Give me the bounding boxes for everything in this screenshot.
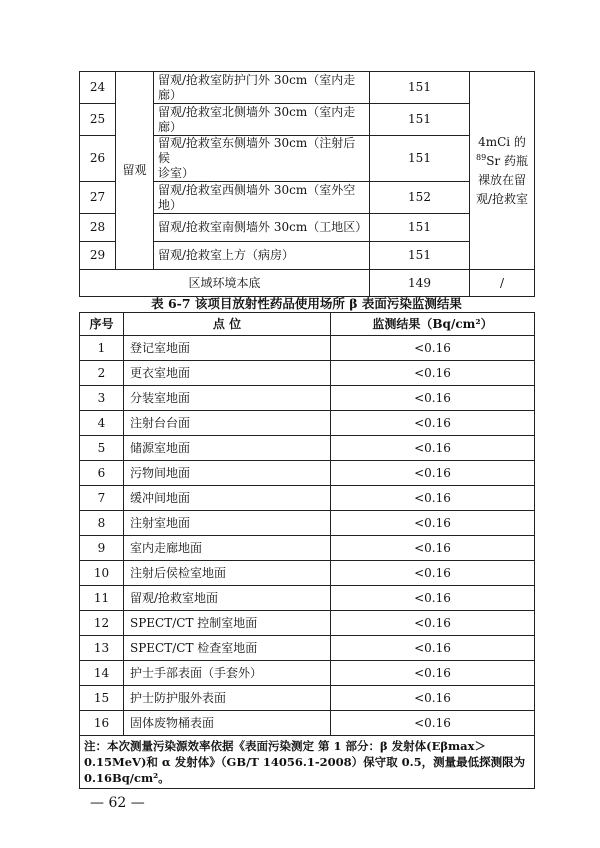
row-number: 3 [80,386,124,411]
value-cell: 151 [370,242,470,270]
value-cell: 152 [370,182,470,214]
note-text: Sr 药瓶 [486,153,528,168]
background-label: 区域环境本底 [80,270,370,297]
location-cell: 储源室地面 [124,436,331,461]
surface-contamination-table [79,312,535,789]
row-number: 25 [80,104,116,136]
location-cell: 分装室地面 [124,386,331,411]
result-cell: <0.16 [331,711,535,736]
row-number: 26 [80,136,116,182]
location-cell: 留观/抢救室南侧墙外 30cm（工地区） [154,214,370,242]
row-number: 13 [80,636,124,661]
location-line2: 地） [158,197,183,212]
table-row [80,586,535,611]
location-cell: 护士手部表面（手套外） [124,661,331,686]
value-cell: 151 [370,72,470,104]
result-cell: <0.16 [331,461,535,486]
location-cell: 缓冲间地面 [124,486,331,511]
background-note: / [470,270,535,297]
location-cell: 留观/抢救室地面 [124,586,331,611]
header-number: 序号 [80,313,124,336]
row-number: 5 [80,436,124,461]
location-cell: SPECT/CT 检查室地面 [124,636,331,661]
row-number: 7 [80,486,124,511]
location-cell: 注射后侯检室地面 [124,561,331,586]
row-number: 16 [80,711,124,736]
row-number: 12 [80,611,124,636]
location-cell: 留观/抢救室上方（病房） [154,242,370,270]
note-superscript: 89 [476,152,487,162]
location-cell: 室内走廊地面 [124,536,331,561]
location-line1: 留观/抢救室东侧墙外 30cm（注射后候 [158,136,356,165]
background-row [80,270,535,297]
row-number: 6 [80,461,124,486]
result-cell: <0.16 [331,436,535,461]
header-location: 点 位 [124,313,331,336]
row-number: 27 [80,182,116,214]
row-number: 15 [80,686,124,711]
row-number: 11 [80,586,124,611]
note-line: 裸放在留 [477,172,526,187]
location-cell: SPECT/CT 控制室地面 [124,611,331,636]
value-cell: 151 [370,104,470,136]
table-row [80,536,535,561]
location-cell: 护士防护服外表面 [124,686,331,711]
table-row [80,461,535,486]
value-cell: 151 [370,214,470,242]
result-cell: <0.16 [331,536,535,561]
table-row [80,686,535,711]
result-cell: <0.16 [331,511,535,536]
result-cell: <0.16 [331,386,535,411]
table-row [80,511,535,536]
row-number: 24 [80,72,116,104]
table-row [80,361,535,386]
location-cell: 注射台台面 [124,411,331,436]
location-line1: 留观/抢救室西侧墙外 30cm（室外空 [158,182,356,197]
note-line: 4mCi 的 [478,134,526,149]
group-label: 留观 [116,72,154,270]
result-cell: <0.16 [331,361,535,386]
note-line [474,152,530,171]
row-number: 9 [80,536,124,561]
result-cell: <0.16 [331,611,535,636]
result-cell: <0.16 [331,686,535,711]
table-row [80,72,535,104]
result-cell: <0.16 [331,411,535,436]
location-cell: 登记室地面 [124,336,331,361]
row-number: 14 [80,661,124,686]
header-result: 监测结果（Bq/cm²） [331,313,535,336]
location-cell [154,182,370,214]
location-cell: 注射室地面 [124,511,331,536]
table-row [80,336,535,361]
result-cell: <0.16 [331,586,535,611]
result-cell: <0.16 [331,486,535,511]
table-row [80,561,535,586]
result-cell: <0.16 [331,661,535,686]
footnote: 注：本次测量污染源效率依据《表面污染测定 第 1 部分：β 发射体(Eβmax＞0.15MeV)和 α 发射体》（GB/T 14056.1-2008）保守取 0.5，测量最低探测限为 0.16Bq/cm²。 [80,736,535,789]
dose-rate-table-continued [79,71,535,297]
table-row [80,486,535,511]
location-line2: 诊室） [158,166,195,180]
table-row [80,661,535,686]
note-line: 观/抢救室 [475,191,529,206]
location-line2: 廊） [158,119,183,134]
row-number: 2 [80,361,124,386]
table-row [80,411,535,436]
row-number: 29 [80,242,116,270]
table-row [80,611,535,636]
location-line1: 留观/抢救室防护门外 30cm（室内走 [158,72,356,87]
location-cell: 固体废物桶表面 [124,711,331,736]
row-number: 4 [80,411,124,436]
row-number: 28 [80,214,116,242]
location-cell [154,136,370,182]
result-cell: <0.16 [331,336,535,361]
value-cell: 151 [370,136,470,182]
header-row [80,313,535,336]
location-cell: 更衣室地面 [124,361,331,386]
table-caption: 表 6-7 该项目放射性药品使用场所 β 表面污染监测结果 [151,296,462,311]
source-note [470,72,535,270]
location-cell: 污物间地面 [124,461,331,486]
row-number: 1 [80,336,124,361]
row-number: 8 [80,511,124,536]
table-row [80,436,535,461]
location-line2: 廊） [158,87,183,102]
result-cell: <0.16 [331,561,535,586]
table-row [80,386,535,411]
footnote-row [80,736,535,789]
background-value: 149 [370,270,470,297]
page-number: — 62 — [90,795,145,811]
location-cell [154,104,370,136]
table-row [80,636,535,661]
table-row [80,711,535,736]
row-number: 10 [80,561,124,586]
location-line1: 留观/抢救室北侧墙外 30cm（室内走 [158,104,356,119]
result-cell: <0.16 [331,636,535,661]
location-cell [154,72,370,104]
